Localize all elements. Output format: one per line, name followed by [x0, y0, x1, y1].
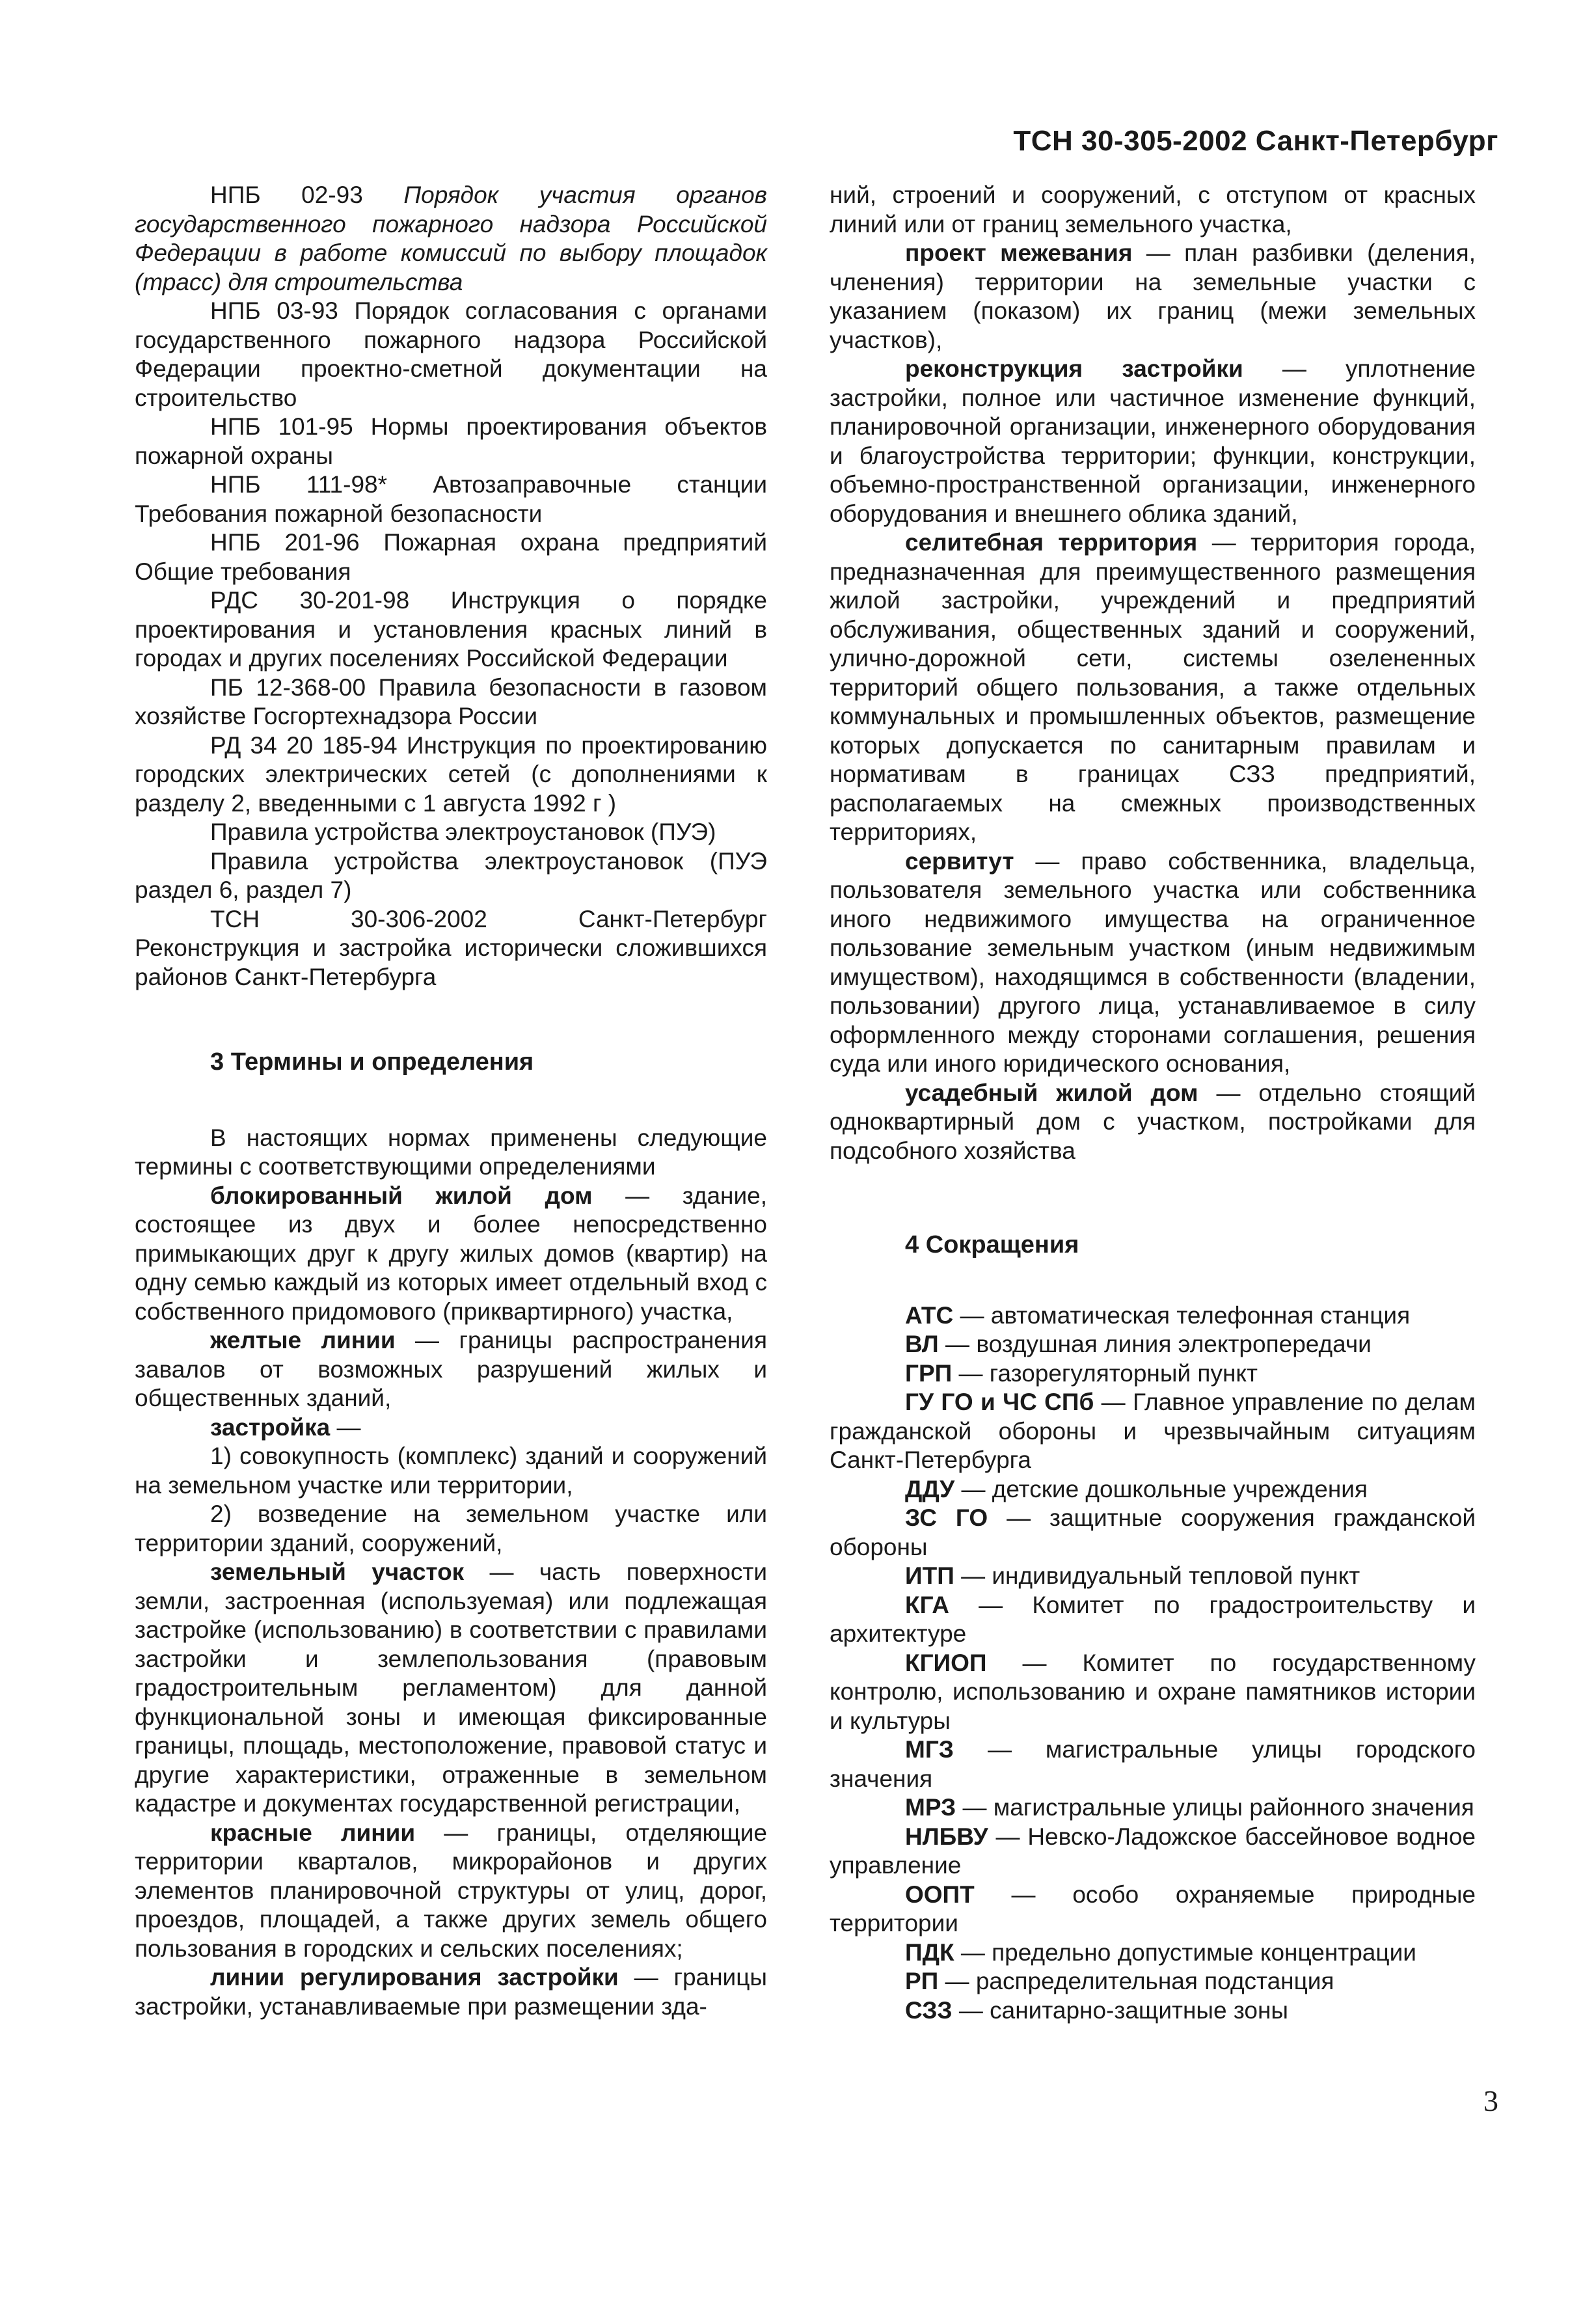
- page-number: 3: [1483, 2084, 1498, 2117]
- ref-item: НПБ 02-93 Порядок участия органов государственного пожарного надзора Российской Федерации в работе комиссий по выбору площадок (трасс) для строительства: [135, 182, 767, 295]
- term-continuation: ний, строений и сооружений, с отступом от красных линий или от границ земельного участка,: [830, 182, 1476, 238]
- term-subitem: 2) возведение на земельном участке или территории зданий, сооружений,: [135, 1501, 767, 1556]
- ref-item: НПБ 03-93 Порядок согласования с органами государственного пожарного надзора Российской Федерации проектно-сметной документации на строительство: [135, 297, 768, 411]
- term-item: реконструкция застройки — уплотнение застройки, полное или частичное изменение функций, планировочной организации, инженерного оборудования и благоустройства территории; функции, конструкции, объемно-пространственной организации, инженерного оборудования и внешнего облика зданий,: [830, 355, 1476, 527]
- abbr-item: МРЗ — магистральные улицы районного значения: [905, 1794, 1474, 1821]
- abbr-item: КГИОП — Комитет по государственному контролю, использованию и охране памятников истории и культуры: [830, 1649, 1476, 1734]
- abbr-item: ГУ ГО и ЧС СПб — Главное управление по делам гражданской обороны и чрезвычайным ситуациям Санкт-Петербурга: [830, 1389, 1476, 1473]
- abbr-item: ПДК — предельно допустимые концентрации: [905, 1938, 1416, 1966]
- abbr-item: НЛБВУ — Невско-Ладожское бассейновое водное управление: [830, 1823, 1476, 1879]
- term-item: желтые линии — границы распространения завалов от возможных разрушений жилых и общественных зданий,: [135, 1327, 767, 1411]
- term-item: земельный участок — часть поверхности земли, застроенная (используемая) или подлежащая застройке (использованию) в соответствии с правилами застройки и землепользования (правовым градостроительным регламентом) для данной функциональной зоны и имеющая фиксированные границы, площадь, местоположение, правовой статус и другие характеристики, отраженные в земельном кадастре и документах государственной регистрации,: [135, 1558, 767, 1817]
- term-item: усадебный жилой дом — отдельно стоящий одноквартирный дом с участком, постройками для подсобного хозяйства: [830, 1079, 1476, 1164]
- ref-item: Правила устройства электроустановок (ПУЭ раздел 6, раздел 7): [135, 847, 767, 903]
- running-header: ТСН 30-305-2002 Санкт-Петербург: [1013, 125, 1498, 157]
- ref-item: НПБ 101-95 Нормы проектирования объектов пожарной охраны: [135, 413, 767, 469]
- abbr-item: ВЛ — воздушная линия электропередачи: [905, 1331, 1372, 1357]
- term-item: сервитут — право собственника, владельца, пользователя земельного участка или собственника иного недвижимого имущества на ограниченное пользование земельным участком (иным недвижимым имуществом), находящимся в собственности (владении, пользовании) другого лица, устанавливаемое в силу оформленного между сторонами соглашения, решения суда или иного юридического основания,: [830, 847, 1476, 1077]
- abbr-item: МГЗ — магистральные улицы городского значения: [830, 1736, 1476, 1792]
- term-item: застройка —: [210, 1413, 361, 1441]
- abbr-item: АТС — автоматическая телефонная станция: [905, 1301, 1411, 1329]
- abbr-item: ООПТ — особо охраняемые природные территории: [830, 1881, 1476, 1936]
- ref-item: НПБ 111-98* Автозаправочные станции Требования пожарной безопасности: [135, 471, 768, 527]
- term-item: красные линии — границы, отделяющие территории кварталов, микрорайонов и других элементов планировочной структуры от улиц, дорог, проездов, площадей, а также других земель общего пользования в городских и сельских поселениях;: [135, 1819, 767, 1962]
- term-item: селитебная территория — территория города, предназначенная для преимущественного размещения жилой застройки, учреждений и предприятий обслуживания, общественных зданий и сооружений, улично-дорожной сети, системы озелененных территорий общего пользования, а также отдельных коммунальных и промышленных объектов, размещение которых допускается по санитарным правилам и нормативам в границах СЗЗ предприятий, располагаемых на смежных производственных территориях,: [830, 529, 1476, 845]
- ref-item: ПБ 12-368-00 Правила безопасности в газовом хозяйстве Госгортехнадзора России: [135, 673, 767, 729]
- abbr-item: ДДУ — детские дошкольные учреждения: [905, 1475, 1368, 1502]
- ref-item: РДС 30-201-98 Инструкция о порядке проектирования и установления красных линий в городах и других поселениях Российской Федерации: [135, 587, 768, 672]
- section-3-title: 3 Термины и определения: [210, 1048, 534, 1076]
- left-column: [135, 181, 767, 2021]
- abbr-item: ИТП — индивидуальный тепловой пункт: [905, 1562, 1360, 1589]
- ref-item: РД 34 20 185-94 Инструкция по проектированию городских электрических сетей (с дополнениями к разделу 2, введенными с 1 августа 1992 г ): [135, 731, 768, 817]
- right-column: [830, 181, 1476, 2025]
- ref-item: Правила устройства электроустановок (ПУЭ): [210, 819, 716, 845]
- abbr-item: СЗЗ — санитарно-защитные зоны: [905, 1996, 1288, 2024]
- abbr-item: КГА — Комитет по градостроительству и архитектуре: [830, 1591, 1476, 1647]
- abbr-item: ЗС ГО — защитные сооружения гражданской обороны: [830, 1504, 1476, 1560]
- abbr-item: ГРП — газорегуляторный пункт: [905, 1359, 1258, 1387]
- term-item: блокированный жилой дом — здание, состоящее из двух и более непосредственно примыкающих друг к другу жилых домов (квартир) на одну семью каждый из которых имеет отдельный вход с собственного придомового (приквартирного) участка,: [135, 1182, 768, 1325]
- term-subitem: 1) совокупность (комплекс) зданий и сооружений на земельном участке или территории,: [135, 1443, 767, 1499]
- section-3-intro: В настоящих нормах применены следующие термины с соответствующими определениями: [135, 1124, 767, 1180]
- abbr-item: РП — распределительная подстанция: [905, 1968, 1334, 1994]
- term-item: линии регулирования застройки — границы застройки, устанавливаемые при размещении зда-: [135, 1964, 767, 2020]
- ref-item: ТСН 30-306-2002 Санкт-Петербург Реконструкция и застройка исторически сложившихся районов Санкт-Петербурга: [135, 905, 767, 990]
- ref-item: НПБ 201-96 Пожарная охрана предприятий Общие требования: [135, 529, 767, 585]
- section-4-title: 4 Сокращения: [905, 1231, 1079, 1258]
- term-item: проект межевания — план разбивки (деления, членения) территории на земельные участки с указанием (показом) их границ (межи земельных участков),: [830, 239, 1476, 353]
